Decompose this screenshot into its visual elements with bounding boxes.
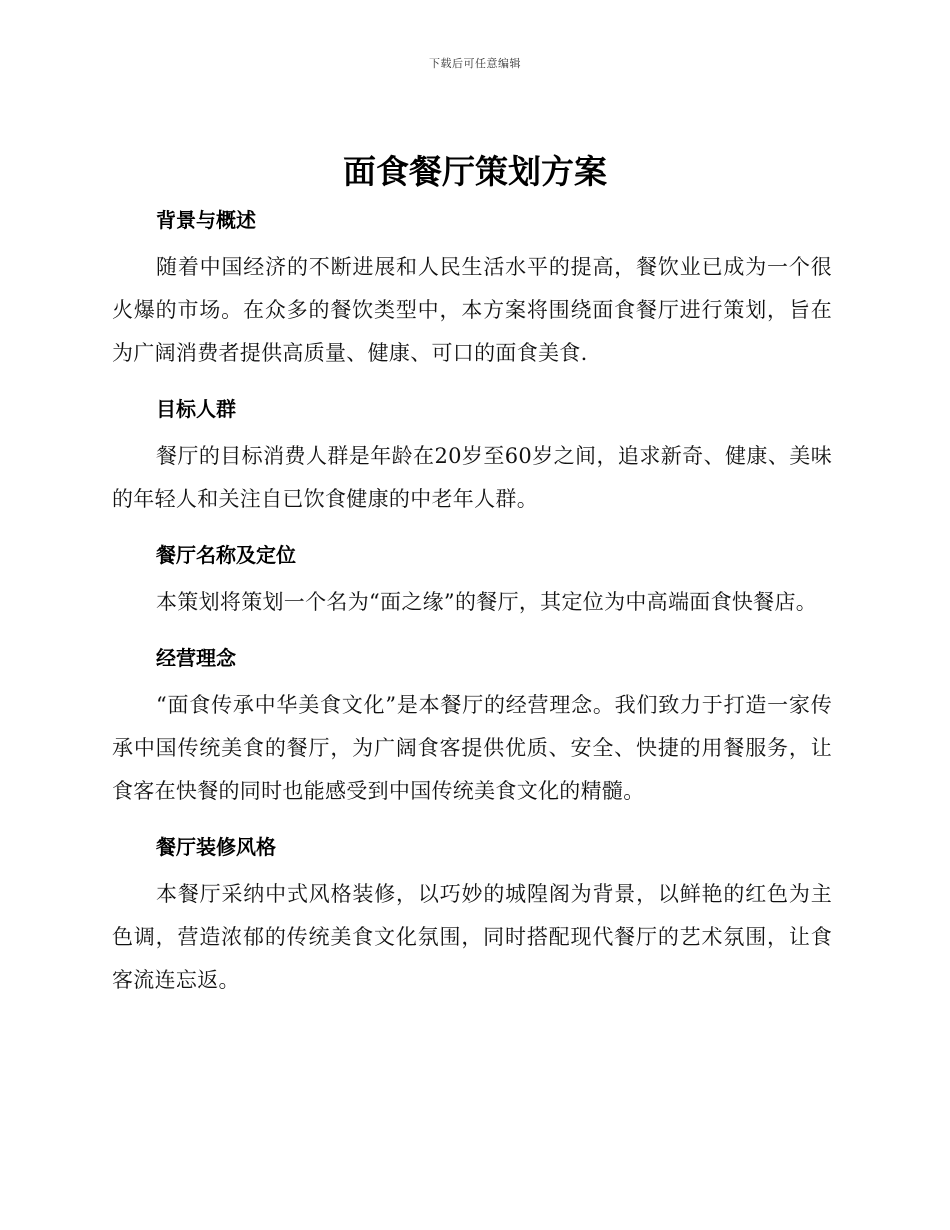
section-heading: 目标人群: [156, 397, 236, 421]
section-name-positioning: [112, 535, 832, 624]
section-target-audience: [112, 389, 832, 521]
section-paragraph: 本策划将策划一个名为“面之缘”的餐厅，其定位为中高端面食快餐店。: [156, 590, 818, 614]
section-heading: 餐厅名称及定位: [156, 543, 296, 567]
document-title: 面食餐厅策划方案: [343, 152, 607, 191]
section-paragraph: “面食传承中华美食文化”是本餐厅的经营理念。我们致力于打造一家传承中国传统美食的餐厅，为广阔食客提供优质、安全、快捷的用餐服务，让食客在快餐的同时也能感受到中国传统美食文化的精髓。: [112, 693, 832, 803]
header-note: 下载后可任意编辑: [429, 57, 521, 70]
section-paragraph: 本餐厅采纳中式风格装修，以巧妙的城隍阁为背景，以鲜艳的红色为主色调，营造浓郁的传统美食文化氛围，同时搭配现代餐厅的艺术氛围，让食客流连忘返。: [112, 882, 832, 992]
section-paragraph: 随着中国经济的不断进展和人民生活水平的提高，餐饮业已成为一个很火爆的市场。在众多的餐饮类型中，本方案将围绕面食餐厅进行策划，旨在为广阔消费者提供高质量、健康、可口的面食美食.: [112, 255, 832, 365]
section-heading: 餐厅装修风格: [156, 835, 276, 859]
document-body: [112, 200, 832, 1016]
section-background: [112, 200, 832, 375]
section-paragraph: 餐厅的目标消费人群是年龄在20岁至60岁之间，追求新奇、健康、美味的年轻人和关注自已饮食健康的中老年人群。: [112, 444, 832, 511]
section-business-philosophy: [112, 638, 832, 813]
section-heading: 经营理念: [156, 646, 236, 670]
section-heading: 背景与概述: [156, 208, 256, 232]
section-decoration-style: [112, 827, 832, 1002]
